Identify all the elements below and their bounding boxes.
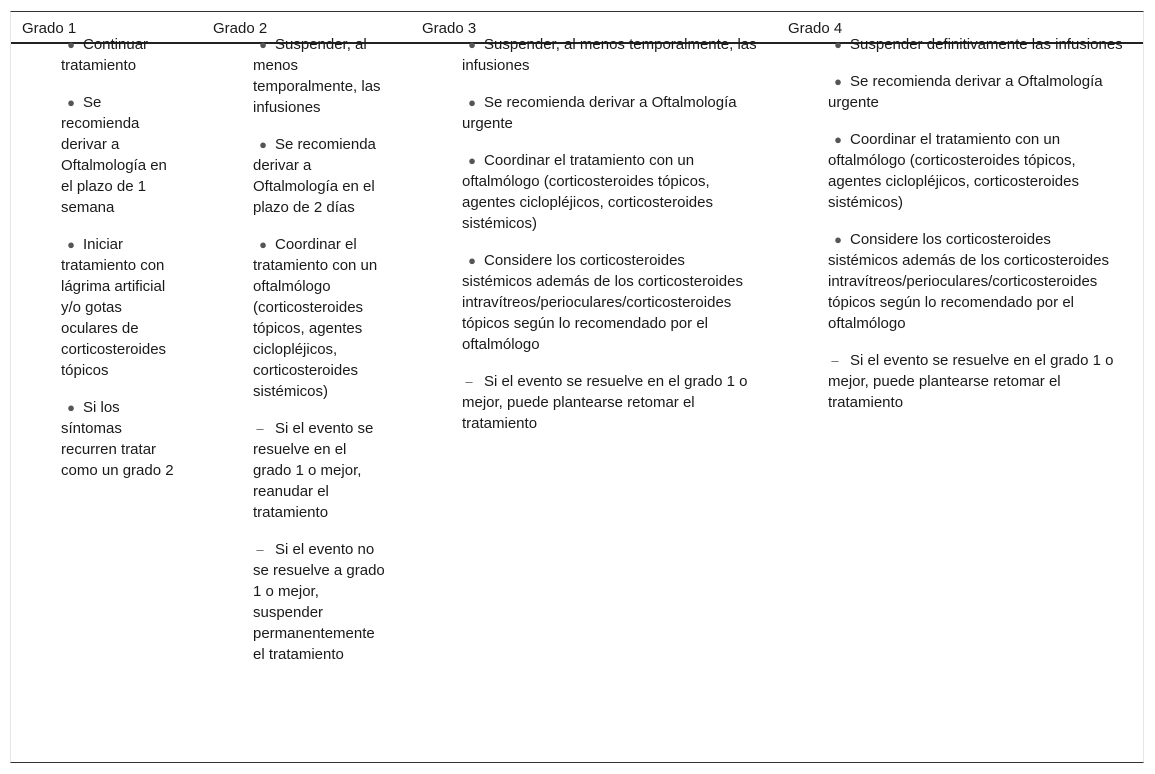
bullet-item <box>828 71 1123 113</box>
bullet-item <box>61 234 176 381</box>
item-text: Si el evento se resuelve en el grado 1 o mejor, puede plantearse retomar el tratamiento <box>828 352 1114 411</box>
dash-icon: – <box>256 421 264 436</box>
dash-item <box>828 350 1123 413</box>
bullet-item <box>828 129 1123 213</box>
item-text: Coordinar el tratamiento con un oftalmólogo (corticosteroides tópicos, agentes ciclopléjicos, corticosteroides sistémicos) <box>828 131 1079 211</box>
item-text: Si el evento se resuelve en el grado 1 o mejor, puede plantearse retomar el tratamiento <box>462 373 748 432</box>
column-grado-3 <box>462 34 757 450</box>
bullet-item <box>61 397 176 481</box>
dash-item <box>462 371 757 434</box>
item-text: Si el evento se resuelve en el grado 1 o mejor, reanudar el tratamiento <box>253 420 374 521</box>
bullet-icon: ● <box>834 74 842 89</box>
bullet-icon: ● <box>468 153 476 168</box>
header-grado-1: Grado 1 <box>22 20 77 37</box>
item-text: Si los síntomas recurren tratar como un grado 2 <box>61 399 174 479</box>
bullet-icon: ● <box>468 37 476 52</box>
dash-icon: – <box>831 353 839 368</box>
item-text: Considere los corticosteroides sistémicos además de los corticosteroides intravítreos/perioculares/corticosteroides tópicos según lo recomendado por el oftalmólogo <box>462 252 743 353</box>
column-grado-4 <box>828 34 1123 429</box>
item-text: Coordinar el tratamiento con un oftalmólogo (corticosteroides tópicos, agentes ciclopléjicos, corticosteroides sistémicos) <box>462 152 713 232</box>
column-grado-2 <box>253 34 385 681</box>
bullet-icon: ● <box>468 253 476 268</box>
item-text: Se recomienda derivar a Oftalmología urgente <box>828 73 1103 111</box>
dash-icon: – <box>256 542 264 557</box>
item-text: Considere los corticosteroides sistémicos además de los corticosteroides intravítreos/perioculares/corticosteroides tópicos según lo recomendado por el oftalmólogo <box>828 231 1109 332</box>
bullet-icon: ● <box>834 232 842 247</box>
bullet-icon: ● <box>468 95 476 110</box>
bullet-item <box>462 92 757 134</box>
dash-icon: – <box>465 374 473 389</box>
bullet-item <box>253 34 385 118</box>
item-text: Suspender, al menos temporalmente, las infusiones <box>462 36 757 74</box>
bullet-icon: ● <box>67 95 75 110</box>
item-text: Suspender, al menos temporalmente, las infusiones <box>253 36 381 116</box>
bullet-item <box>462 34 757 76</box>
dash-item <box>253 539 385 665</box>
header-grado-3: Grado 3 <box>422 20 477 37</box>
bullet-item <box>462 150 757 234</box>
column-grado-1 <box>61 34 176 497</box>
bullet-icon: ● <box>834 37 842 52</box>
header-grado-4: Grado 4 <box>788 20 843 37</box>
item-text: Si el evento no se resuelve a grado 1 o mejor, suspender permanentemente el tratamiento <box>253 541 385 663</box>
dash-item <box>253 418 385 523</box>
bullet-icon: ● <box>834 132 842 147</box>
bullet-icon: ● <box>67 237 75 252</box>
item-text: Se recomienda derivar a Oftalmología en el plazo de 1 semana <box>61 94 167 216</box>
item-text: Iniciar tratamiento con lágrima artificial y/o gotas oculares de corticosteroides tópicos <box>61 236 167 379</box>
item-text: Se recomienda derivar a Oftalmología en el plazo de 2 días <box>253 136 376 216</box>
bullet-item <box>61 92 176 218</box>
header-grado-2: Grado 2 <box>213 20 268 37</box>
item-text: Continuar tratamiento <box>61 36 149 74</box>
item-text: Suspender definitivamente las infusiones <box>850 36 1123 53</box>
bullet-icon: ● <box>259 137 267 152</box>
bullet-icon: ● <box>67 400 75 415</box>
item-text: Se recomienda derivar a Oftalmología urgente <box>462 94 737 132</box>
bullet-item <box>253 134 385 218</box>
item-text: Coordinar el tratamiento con un oftalmólogo (corticosteroides tópicos, agentes ciclopléjicos, corticosteroides sistémicos) <box>253 236 378 400</box>
bullet-item <box>828 34 1123 55</box>
bullet-icon: ● <box>259 37 267 52</box>
bullet-item <box>462 250 757 355</box>
bullet-icon: ● <box>67 37 75 52</box>
bullet-item <box>61 34 176 76</box>
bullet-item <box>828 229 1123 334</box>
bullet-item <box>253 234 385 402</box>
bullet-icon: ● <box>259 237 267 252</box>
